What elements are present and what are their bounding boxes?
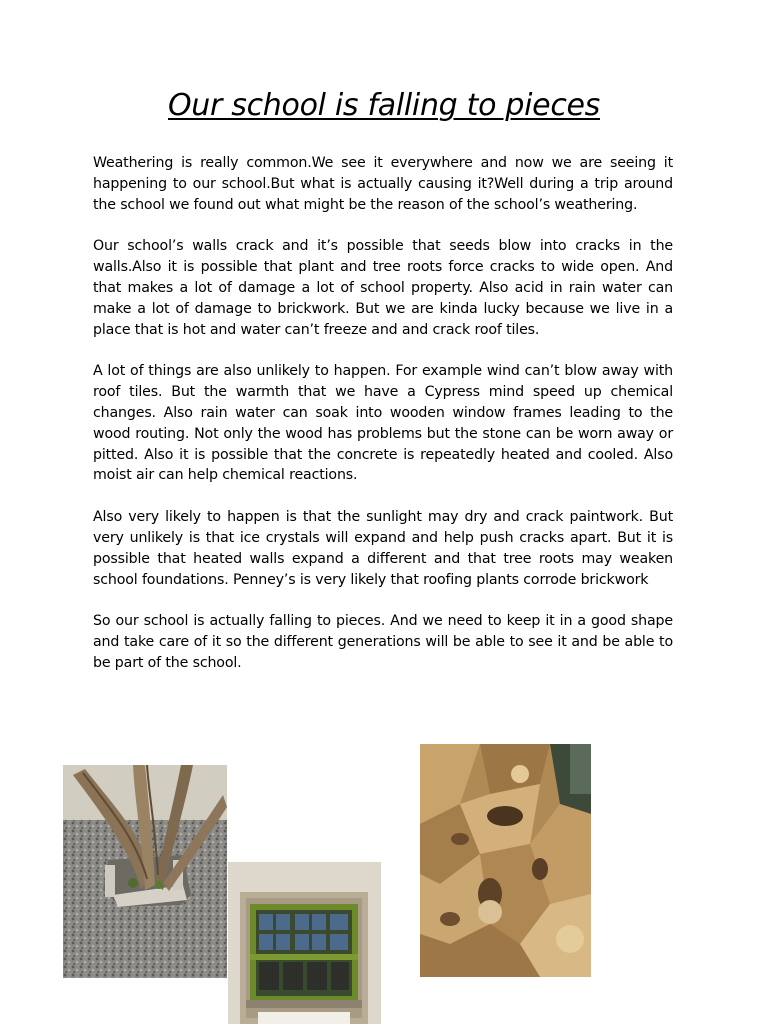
- tree-roots-photo: [63, 765, 227, 978]
- paragraph-3: A lot of things are also unlikely to happen. For example wind can’t blow away with roof tiles. But the warmth that we have a Cypress mind speed up chemical changes. Also rain water can soak into wooden window frames leading to the wood routing. Not only the wood has problems but the stone can be worn away or pitted. Also it is possible that the concrete is repeatedly heated and cooled. Also moist air can help chemical reactions.: [93, 363, 673, 484]
- paragraph-5: So our school is actually falling to pieces. And we need to keep it in a good shape and take care of it so the different generations will be able to see it and be able to be part of the school.: [93, 613, 673, 671]
- paragraph-1: Weathering is really common.We see it everywhere and now we are seeing it happening to our school.But what is actually causing it?Well during a trip around the school we found out what might be the reason of the school’s weathering.: [93, 155, 673, 213]
- eroded-stone-photo: [420, 744, 591, 977]
- window-frame-photo: [228, 862, 381, 1024]
- page-title: Our school is falling to pieces: [167, 88, 601, 123]
- paragraph-2: Our school’s walls crack and it’s possible that seeds blow into cracks in the walls.Also it is possible that plant and tree roots force cracks to wide open. And that makes a lot of damage a lot of school property. Also acid in rain water can make a lot of damage to brickwork. But we are kinda lucky because we live in a place that is hot and water can’t freeze and and crack roof tiles.: [93, 238, 673, 338]
- article-body: [93, 153, 673, 695]
- paragraph-4: Also very likely to happen is that the sunlight may dry and crack paintwork. But very unlikely is that ice crystals will expand and help push cracks apart. But it is possible that heated walls expand a different and that tree roots may weaken school foundations. Penney’s is very likely that roofing plants corrode brickwork: [93, 509, 673, 588]
